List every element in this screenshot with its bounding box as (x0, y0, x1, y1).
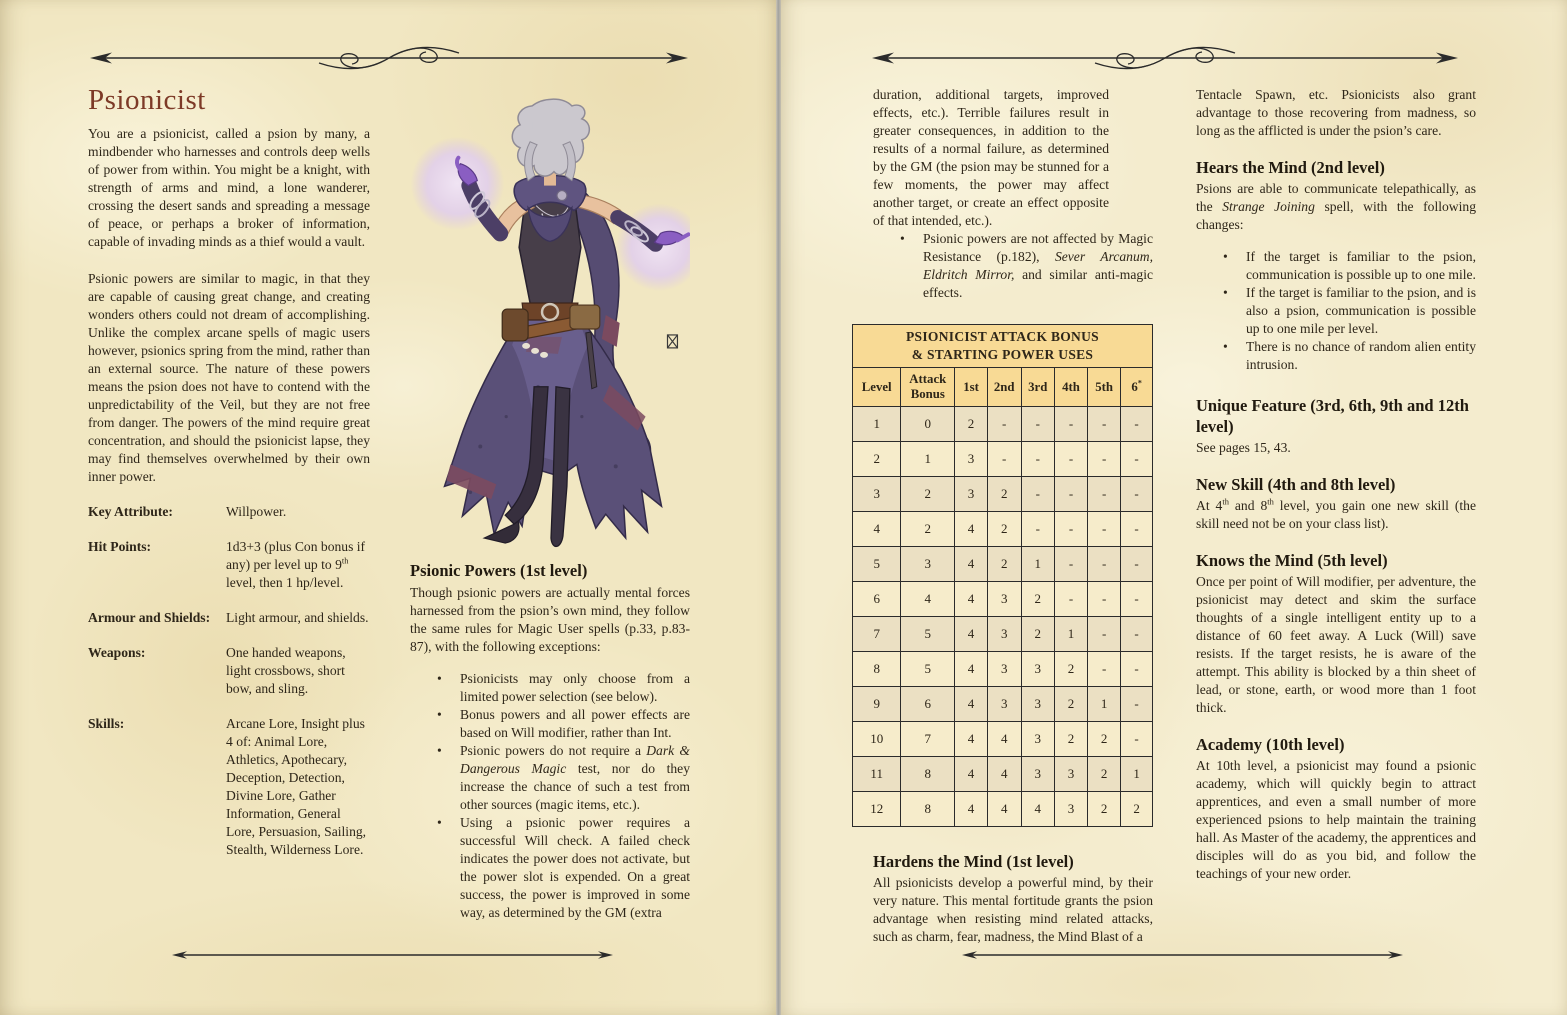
table-cell: 4 (987, 757, 1021, 792)
table-cell: 3 (1054, 792, 1087, 827)
table-cell: 4 (955, 722, 988, 757)
section-heading-unique-feature: Unique Feature (3rd, 6th, 9th and 12th level) (1196, 396, 1469, 436)
table-cell: 2 (987, 477, 1021, 512)
table-row (853, 722, 1153, 757)
table-cell: 4 (1021, 792, 1054, 827)
hardens-the-mind-body: All psionicists develop a powerful mind, by their very nature. This mental fortitude grants the psion advantage when resisting mind related attacks, such as charm, fear, madness, the Mind Blast of a (873, 875, 1153, 944)
table-cell: - (1088, 582, 1121, 617)
table-cell: 4 (955, 687, 988, 722)
ornament-divider-top-left (88, 46, 690, 75)
table-cell: 2 (1021, 617, 1054, 652)
right-column-1 (861, 86, 1153, 946)
class-attributes (88, 503, 370, 859)
table-row (853, 757, 1153, 792)
attribute-label: Hit Points: (88, 539, 152, 554)
psionic-powers-intro: Though psionic powers are actually mental forces harnessed from the psion’s own mind, they follow the same rules for Magic User spells (p.33, p.83-87), with the following exceptions: (410, 585, 690, 654)
attribute-row-skills (88, 715, 370, 859)
text-segment: Psions are able to communicate telepathically, as the (1196, 181, 1476, 214)
table-cell: - (1121, 477, 1153, 512)
column-header (901, 368, 955, 407)
column-header (987, 368, 1021, 407)
table-cell: 7 (901, 722, 955, 757)
table-cell: - (1054, 582, 1087, 617)
right-column-2 (1196, 86, 1476, 883)
table-cell: - (1088, 407, 1121, 442)
table-row (853, 617, 1153, 652)
column-header (1021, 368, 1054, 407)
attribute-value (226, 644, 370, 698)
table-cell: 3 (1021, 722, 1054, 757)
section-heading-hardens-the-mind: Hardens the Mind (1st level) (873, 852, 1074, 871)
table-cell: 2 (901, 512, 955, 547)
table-cell: 4 (955, 792, 988, 827)
artist-mark-icon (667, 335, 677, 348)
table-cell: 6 (853, 582, 901, 617)
section-heading-psionic-powers: Psionic Powers (1st level) (410, 561, 588, 580)
table-cell: 3 (955, 442, 988, 477)
attribute-row-hit-points (88, 538, 370, 592)
table-cell: 9 (853, 687, 901, 722)
table-cell: - (1054, 407, 1087, 442)
table-title-line1: PSIONICIST ATTACK BONUS (906, 329, 1099, 344)
table-cell: 0 (901, 407, 955, 442)
table-body (853, 407, 1153, 827)
ornament-divider-bottom-right (960, 948, 1405, 967)
attribute-row-weapons (88, 644, 370, 698)
intro-paragraph-2: Psionic powers are similar to magic, in that they are capable of causing great change, and creating wonders others could not dream of accomplishing. Unlike the complex arcane spells of magic users however, psionics spring from the mind, rather than an external source. The nature of these powers means the psion does not have to contend with the unpredictability of the Veil, but they are not free from danger. The powers of the mind require great concentration, and should the psionicist lapse, they may find themselves overwhelmed by their own inner power. (88, 271, 370, 484)
text-segment: and 8 (1228, 498, 1268, 513)
bullet-item (410, 814, 690, 922)
table-cell: - (1054, 442, 1087, 477)
text-segment: level, then 1 hp/level. (226, 575, 344, 590)
table-cell: 1 (901, 442, 955, 477)
text-segment: At 4 (1196, 498, 1223, 513)
text-segment: Level (861, 379, 892, 394)
table-title-line2: & STARTING POWER USES (911, 347, 1094, 362)
table-cell: 2 (1054, 652, 1087, 687)
text-segment: Willpower. (226, 504, 287, 519)
attack-bonus-table (852, 324, 1153, 827)
text-segment: Attack Bonus (909, 372, 947, 401)
ornament-divider-bottom-left (170, 948, 615, 967)
bullet-item (410, 670, 690, 706)
divider-flourish-icon (870, 46, 1460, 70)
intro-paragraph-1: You are a psionicist, called a psion by many, a mindbender who harnesses and controls deep wells of power from within. You might be a knight, with strength of arms and mind, a lone wanderer, crossing the desert sands and spreading a message of peace, or perhaps a broker of information, capable of invading minds as a thief would a vault. (88, 126, 370, 249)
table-row (853, 547, 1153, 582)
column-header (955, 368, 988, 407)
table-cell: 2 (1088, 722, 1121, 757)
table-cell: - (1054, 477, 1087, 512)
knows-the-mind-body: Once per point of Will modifier, per adventure, the psionicist may detect and skim the surface thoughts of a single intelligent entity up to a distance of 60 feet away. A Luck (Will) save resists. If the target resists, he is aware of the attempt. This ability is blocked by a thin sheet of lead, or stone, earth, or wood more than 1 foot thick. (1196, 574, 1476, 715)
table-cell: 4 (853, 512, 901, 547)
text-segment: th (1267, 496, 1274, 507)
column-header (1121, 368, 1153, 407)
table-cell: - (1088, 512, 1121, 547)
table-row (853, 512, 1153, 547)
text-segment: 6 (1131, 379, 1138, 394)
bullet-item (410, 742, 690, 814)
table-cell: 1 (853, 407, 901, 442)
table-cell: 2 (1054, 722, 1087, 757)
text-segment: Using a psionic power requires a successful Will check. A failed check indicates the power does not activate, but the power slot is expended. On a great success, the power is improved in some way, as determined by the GM (extra (460, 815, 690, 920)
text-segment: Arcane Lore, Insight plus 4 of: Animal Lore, Athletics, Apothecary, Deception, Detection, Divine Lore, Gather Information, General Lore, Persuasion, Sailing, Stealth, Wilderness Lore. (226, 716, 367, 857)
table-cell: 3 (1021, 687, 1054, 722)
table-cell: 4 (987, 792, 1021, 827)
unique-feature-body: See pages 15, 43. (1196, 440, 1291, 455)
table-cell: 6 (901, 687, 955, 722)
table-cell: 4 (987, 722, 1021, 757)
table-row (853, 477, 1153, 512)
table-cell: 3 (853, 477, 901, 512)
table-cell: 8 (853, 652, 901, 687)
table-cell: - (1088, 477, 1121, 512)
attribute-value (226, 609, 370, 627)
table-cell: - (1121, 547, 1153, 582)
table-cell: - (987, 442, 1021, 477)
column-header (1054, 368, 1087, 407)
page-title: Psionicist (88, 84, 206, 116)
right-page (781, 0, 1567, 1015)
table-cell: - (1121, 652, 1153, 687)
table-cell: - (1121, 687, 1153, 722)
text-segment: Psionic powers are not affected by Magic Resistance (p.182), (923, 231, 1153, 264)
section-heading-new-skill: New Skill (4th and 8th level) (1196, 475, 1396, 494)
table-cell: 8 (901, 757, 955, 792)
attribute-row-key-attribute (88, 503, 370, 521)
table-cell: 4 (955, 582, 988, 617)
table-cell: 2 (987, 512, 1021, 547)
table-header-row (853, 368, 1153, 407)
table-row (853, 407, 1153, 442)
text-segment: 3rd (1028, 379, 1048, 394)
psionic-powers-bullet-list (410, 670, 690, 922)
bullet-item (1196, 248, 1476, 284)
section-heading-knows-the-mind: Knows the Mind (5th level) (1196, 551, 1388, 570)
psion-character-art (410, 88, 690, 556)
hears-the-mind-intro (1196, 180, 1476, 234)
section-heading-academy: Academy (10th level) (1196, 735, 1345, 754)
attribute-label: Armour and Shields: (88, 610, 211, 625)
table-cell: - (1054, 512, 1087, 547)
table-cell: 2 (1054, 687, 1087, 722)
table-cell: 2 (1021, 582, 1054, 617)
table-cell: - (1021, 477, 1054, 512)
table-cell: 11 (853, 757, 901, 792)
table-cell: 2 (901, 477, 955, 512)
table-cell: 4 (955, 757, 988, 792)
table-row (853, 442, 1153, 477)
text-segment: Psionic powers do not require a (460, 743, 647, 758)
text-segment: 2nd (993, 379, 1015, 394)
table-cell: 3 (901, 547, 955, 582)
text-segment: level, you gain one new skill (the skill need not be on your class list). (1196, 498, 1476, 531)
text-segment: Dark & Dangerous Magic (460, 743, 690, 776)
table-cell: - (1088, 617, 1121, 652)
new-skill-body (1196, 497, 1476, 533)
bullet-item (1196, 284, 1476, 338)
text-segment: * (1137, 378, 1142, 388)
table-title-row (853, 325, 1153, 368)
text-segment: One handed weapons, light crossbows, short bow, and sling. (226, 645, 346, 696)
table-cell: 3 (1021, 652, 1054, 687)
table-cell: 4 (901, 582, 955, 617)
table-cell: 3 (987, 582, 1021, 617)
ornament-divider-top-right (870, 46, 1460, 75)
table-cell: - (1021, 512, 1054, 547)
table-cell: 2 (1121, 792, 1153, 827)
table-cell: - (1088, 547, 1121, 582)
attribute-value (226, 715, 370, 859)
table-cell: - (1121, 407, 1153, 442)
table-cell: 1 (1121, 757, 1153, 792)
divider-line-icon (170, 948, 615, 962)
text-segment: Psionicists may only choose from a limited power selection (see below). (460, 671, 690, 704)
text-segment: th (1222, 496, 1229, 507)
table-cell: 2 (853, 442, 901, 477)
text-segment: Bonus powers and all power effects are based on Will modifier, rather than Int. (460, 707, 690, 740)
text-segment: 1d3+3 (plus Con bonus if any) per level up to 9 (226, 539, 366, 572)
psionicist-illustration (410, 88, 690, 556)
table-cell: 5 (853, 547, 901, 582)
table-cell: 5 (901, 652, 955, 687)
table-cell: - (1121, 512, 1153, 547)
table-cell: - (1021, 442, 1054, 477)
table-cell: 4 (955, 512, 988, 547)
table-row (853, 652, 1153, 687)
text-segment: Light armour, and shields. (226, 610, 369, 625)
table-cell: 8 (901, 792, 955, 827)
attribute-label: Weapons: (88, 645, 146, 660)
table-cell: 5 (901, 617, 955, 652)
table-cell: 3 (955, 477, 988, 512)
table-cell: 7 (853, 617, 901, 652)
academy-body: At 10th level, a psionicist may found a psionic academy, which will quickly begin to attract apprentices, and even a small number of more experienced psions to help maintain the training hall. As Master of the academy, the apprentices and disciples will do as you bid, and follow the teachings of your new order. (1196, 758, 1476, 881)
table-cell: 4 (955, 617, 988, 652)
attribute-value (226, 503, 370, 521)
table-cell: 1 (1054, 617, 1087, 652)
left-page (0, 0, 776, 1015)
table-row (853, 582, 1153, 617)
hardens-continuation-paragraph: Tentacle Spawn, etc. Psionicists also grant advantage to those recovering from madness, so long as the afflicted is under the psion’s care. (1196, 87, 1476, 138)
bullet-continuation-paragraph: duration, additional targets, improved effects, etc.). Terrible failures result in greater consequences, in addition to the results of a normal failure, as determined by the GM (the psion may be stunned for a few moments, the power may affect another target, or create an effect opposite of that intended, etc.). (873, 87, 1109, 228)
bullet-item (410, 706, 690, 742)
table-cell: - (1054, 547, 1087, 582)
text-segment: There is no chance of random alien entity intrusion. (1246, 339, 1476, 372)
table-cell: - (1021, 407, 1054, 442)
column-header (1088, 368, 1121, 407)
table-cell: - (987, 407, 1021, 442)
table-row (853, 792, 1153, 827)
table-cell: - (1121, 442, 1153, 477)
text-segment: Sever Arcanum, Eldritch Mirror, (923, 249, 1153, 282)
table-cell: 1 (1088, 687, 1121, 722)
text-segment: test, nor do they increase the chance of such a test from other sources (magic items, etc.). (460, 761, 690, 812)
text-segment: 4th (1062, 379, 1080, 394)
hears-the-mind-bullet-list (1196, 248, 1476, 374)
column-header (853, 368, 901, 407)
table-cell: 2 (987, 547, 1021, 582)
anti-magic-bullet-list (873, 230, 1153, 302)
text-segment: If the target is familiar to the psion, and is also a psion, communication is possible up to one mile per level. (1246, 285, 1476, 336)
text-segment: If the target is familiar to the psion, communication is possible up to one mile. (1246, 249, 1476, 282)
section-heading-hears-the-mind: Hears the Mind (2nd level) (1196, 158, 1385, 177)
text-segment: 1st (963, 379, 979, 394)
table-cell: - (1121, 722, 1153, 757)
bullet-item (1196, 338, 1476, 374)
left-column-2 (410, 88, 690, 922)
table-cell: 4 (955, 652, 988, 687)
table-row (853, 687, 1153, 722)
table-cell: - (1088, 442, 1121, 477)
bullet-item (873, 230, 1153, 302)
table-cell: 4 (955, 547, 988, 582)
table-cell: - (1088, 652, 1121, 687)
attribute-row-armour (88, 609, 370, 627)
left-column-1 (88, 84, 370, 859)
table-cell: - (1121, 582, 1153, 617)
divider-flourish-icon (88, 46, 690, 70)
table-cell: 2 (955, 407, 988, 442)
table-cell: - (1121, 617, 1153, 652)
table-cell: 3 (987, 617, 1021, 652)
text-segment: Strange Joining (1222, 199, 1315, 214)
divider-line-icon (960, 948, 1405, 962)
table-title (853, 325, 1153, 368)
table-cell: 3 (1054, 757, 1087, 792)
attribute-value (226, 538, 370, 592)
text-segment: and similar anti-magic effects. (923, 267, 1153, 300)
text-segment: th (341, 555, 349, 566)
table-cell: 3 (987, 687, 1021, 722)
table-cell: 10 (853, 722, 901, 757)
text-segment: spell, with the following changes: (1196, 199, 1476, 232)
table-cell: 12 (853, 792, 901, 827)
attribute-label: Key Attribute: (88, 504, 173, 519)
attribute-label: Skills: (88, 716, 125, 731)
table-cell: 2 (1088, 792, 1121, 827)
table-cell: 3 (1021, 757, 1054, 792)
table-cell: 3 (987, 652, 1021, 687)
table-cell: 2 (1088, 757, 1121, 792)
table-cell: 1 (1021, 547, 1054, 582)
text-segment: 5th (1095, 379, 1114, 394)
